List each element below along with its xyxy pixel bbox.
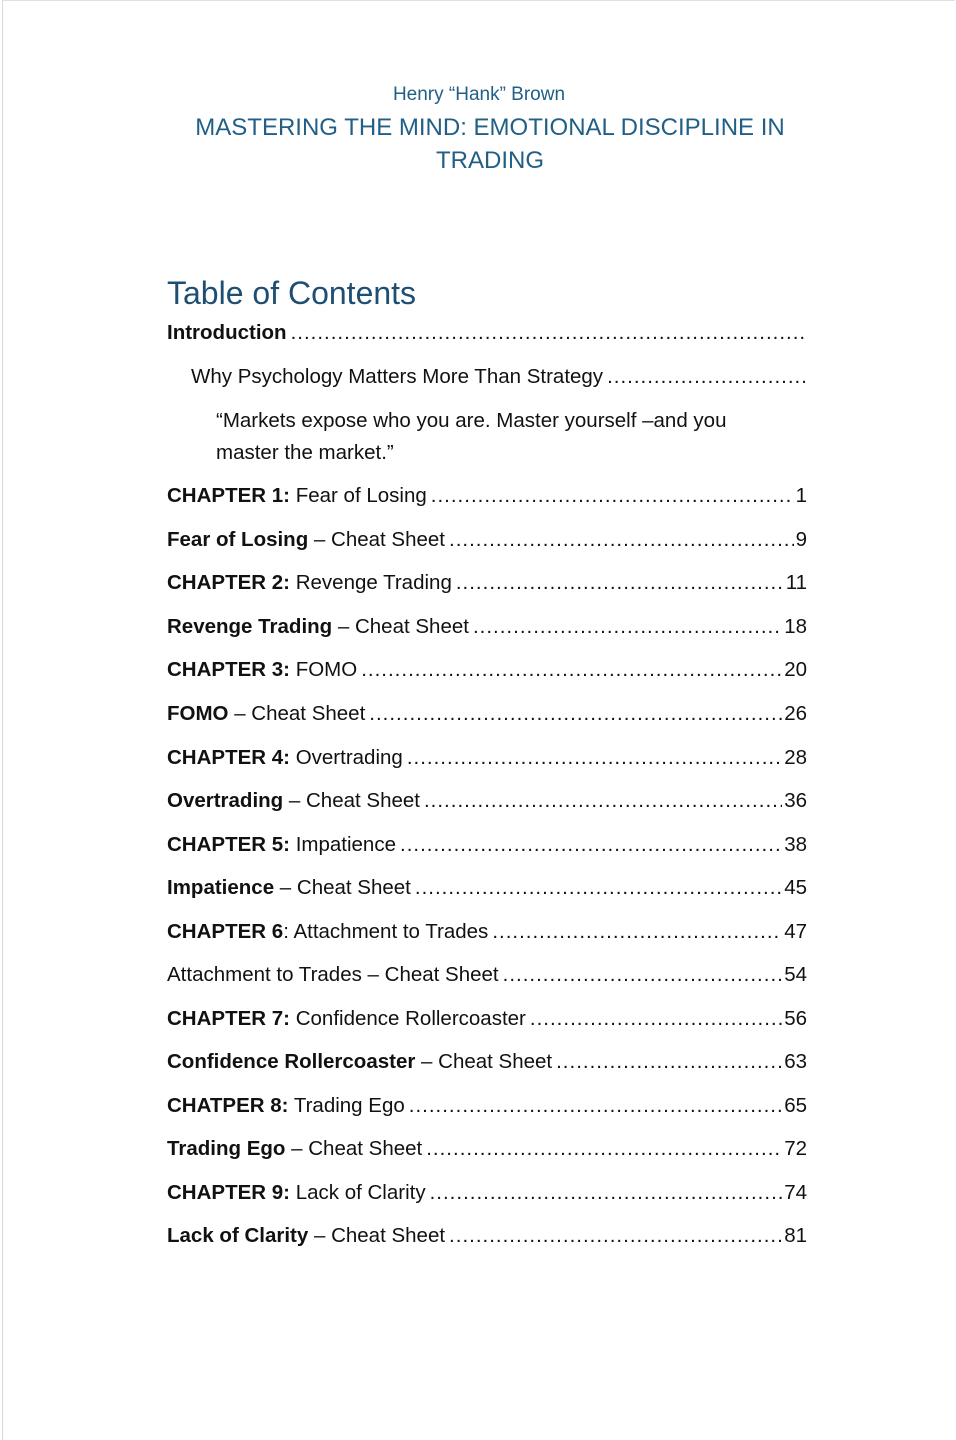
dot-leader bbox=[431, 484, 794, 508]
toc-entry-page: 56 bbox=[784, 1007, 807, 1030]
toc-entry-text: Impatience bbox=[290, 833, 396, 856]
dot-leader bbox=[456, 571, 784, 595]
toc-entry-fear-cheat-sheet[interactable] bbox=[167, 528, 807, 552]
dot-leader bbox=[430, 1181, 783, 1205]
dot-leader bbox=[415, 876, 782, 900]
toc-heading: Table of Contents bbox=[167, 275, 417, 311]
toc-entry-text: Confidence Rollercoaster bbox=[290, 1007, 526, 1030]
toc-entry-chapter-1[interactable] bbox=[167, 484, 807, 508]
toc-entry-page: 38 bbox=[784, 833, 807, 856]
dot-leader bbox=[361, 658, 782, 682]
toc-entry-text: Attachment to Trades – Cheat Sheet bbox=[167, 963, 499, 986]
toc-entry-bold: CHAPTER 9: bbox=[167, 1181, 291, 1204]
dot-leader bbox=[607, 365, 805, 389]
quote-line-2: master the market.” bbox=[216, 441, 394, 464]
toc-entry-text: – Cheat Sheet bbox=[308, 1224, 446, 1247]
toc-entry-bold: CHAPTER 5: bbox=[167, 833, 291, 856]
toc-entry-text: Overtrading bbox=[290, 746, 403, 769]
toc-entry-page: 54 bbox=[784, 963, 807, 986]
toc-entry-text: Trading Ego bbox=[288, 1094, 405, 1117]
toc-entry-confidence-cheat-sheet[interactable] bbox=[167, 1050, 807, 1074]
toc-entry-chapter-6[interactable] bbox=[167, 920, 807, 944]
toc-entry-page: 18 bbox=[784, 615, 807, 638]
quote-line-1: “Markets expose who you are. Master yourself –and you bbox=[216, 409, 727, 432]
toc-entry-text: – Cheat Sheet bbox=[332, 615, 469, 638]
dot-leader bbox=[409, 1094, 782, 1118]
toc-entry-text: Fear of Losing bbox=[290, 484, 427, 507]
toc-entry-page: 81 bbox=[784, 1224, 807, 1247]
toc-entry-text: – Cheat Sheet bbox=[285, 1137, 423, 1160]
dot-leader bbox=[503, 963, 783, 987]
toc-entry-page: 20 bbox=[784, 658, 807, 681]
toc-entry-fomo-cheat-sheet[interactable] bbox=[167, 702, 807, 726]
document-page bbox=[2, 0, 955, 1440]
toc-entry-text: – Cheat Sheet bbox=[308, 528, 445, 551]
toc-entry-bold: CHAPTER 4: bbox=[167, 746, 291, 769]
toc-entry-bold: FOMO bbox=[167, 702, 229, 725]
toc-entry-bold: CHAPTER 7: bbox=[167, 1007, 291, 1030]
toc-entry-page: 26 bbox=[784, 702, 807, 725]
toc-entry-text: – Cheat Sheet bbox=[274, 876, 411, 899]
toc-entry-quote[interactable] bbox=[216, 405, 807, 469]
toc-entry-impatience-cheat-sheet[interactable] bbox=[167, 876, 807, 900]
toc-entry-chapter-4[interactable] bbox=[167, 746, 807, 770]
toc-entry-introduction[interactable] bbox=[167, 321, 807, 345]
toc-entry-page: 9 bbox=[795, 528, 807, 551]
dot-leader bbox=[398, 437, 807, 469]
toc-entry-bold: Revenge Trading bbox=[167, 615, 333, 638]
dot-leader bbox=[407, 746, 782, 770]
toc-entry-chapter-9[interactable] bbox=[167, 1181, 807, 1205]
toc-entry-chapter-8[interactable] bbox=[167, 1094, 807, 1118]
toc-entry-chapter-5[interactable] bbox=[167, 833, 807, 857]
dot-leader bbox=[424, 789, 782, 813]
toc-entry-bold: CHAPTER 2: bbox=[167, 571, 291, 594]
dot-leader bbox=[449, 528, 794, 552]
toc-entry-page: 65 bbox=[784, 1094, 807, 1117]
toc-entry-chapter-7[interactable] bbox=[167, 1007, 807, 1031]
toc-entry-bold: Lack of Clarity bbox=[167, 1224, 309, 1247]
toc-entry-clarity-cheat-sheet[interactable] bbox=[167, 1224, 807, 1248]
toc-entry-page: 11 bbox=[785, 571, 807, 594]
toc-entry-bold: Trading Ego bbox=[167, 1137, 286, 1160]
author-name: Henry “Hank” Brown bbox=[392, 84, 566, 105]
toc-entry-bold: Overtrading bbox=[167, 789, 284, 812]
toc-entry-bold: CHAPTER 3: bbox=[167, 658, 291, 681]
toc-entry-page: 74 bbox=[784, 1181, 807, 1204]
toc-entry-text: – Cheat Sheet bbox=[415, 1050, 553, 1073]
toc-entry-page: 47 bbox=[784, 920, 807, 943]
toc-entry-page: 1 bbox=[795, 484, 807, 507]
book-title: MASTERING THE MIND: EMOTIONAL DISCIPLINE IN TRADING bbox=[195, 114, 785, 174]
dot-leader bbox=[369, 702, 782, 726]
toc-entry-why-psychology[interactable] bbox=[191, 365, 807, 389]
toc-entry-text: – Cheat Sheet bbox=[228, 702, 366, 725]
dot-leader bbox=[492, 920, 782, 944]
toc-entry-text: – Cheat Sheet bbox=[283, 789, 420, 812]
toc-entry-chapter-3[interactable] bbox=[167, 658, 807, 682]
dot-leader bbox=[291, 321, 805, 345]
toc-entry-bold: CHAPTER 6 bbox=[167, 920, 284, 943]
toc-entry-bold: Introduction bbox=[167, 321, 287, 344]
toc-entry-text: Why Psychology Matters More Than Strategy bbox=[191, 365, 604, 388]
toc-entry-bold: Confidence Rollercoaster bbox=[167, 1050, 416, 1073]
toc-entry-ego-cheat-sheet[interactable] bbox=[167, 1137, 807, 1161]
dot-leader bbox=[556, 1050, 782, 1074]
toc-entry-text: Lack of Clarity bbox=[290, 1181, 426, 1204]
dot-leader bbox=[400, 833, 782, 857]
toc-entry-bold: CHAPTER 1: bbox=[167, 484, 291, 507]
dot-leader bbox=[426, 1137, 782, 1161]
toc-entry-bold: Fear of Losing bbox=[167, 528, 309, 551]
toc-entry-page: 36 bbox=[784, 789, 807, 812]
dot-leader bbox=[473, 615, 782, 639]
toc-entry-page: 45 bbox=[784, 876, 807, 899]
toc-entry-bold: CHATPER 8: bbox=[167, 1094, 289, 1117]
toc-entry-revenge-cheat-sheet[interactable] bbox=[167, 615, 807, 639]
dot-leader bbox=[530, 1007, 782, 1031]
toc-entry-text: FOMO bbox=[290, 658, 358, 681]
toc-entry-overtrading-cheat-sheet[interactable] bbox=[167, 789, 807, 813]
toc-entry-page: 72 bbox=[784, 1137, 807, 1160]
toc-entry-text: : Attachment to Trades bbox=[283, 920, 489, 943]
toc-entry-bold: Impatience bbox=[167, 876, 275, 899]
toc-entry-attachment-cheat-sheet[interactable] bbox=[167, 963, 807, 987]
dot-leader bbox=[449, 1224, 782, 1248]
toc-entry-text: Revenge Trading bbox=[290, 571, 452, 594]
toc-entry-chapter-2[interactable] bbox=[167, 571, 807, 595]
toc-entry-page: 28 bbox=[784, 746, 807, 769]
toc-entry-page: 63 bbox=[784, 1050, 807, 1073]
